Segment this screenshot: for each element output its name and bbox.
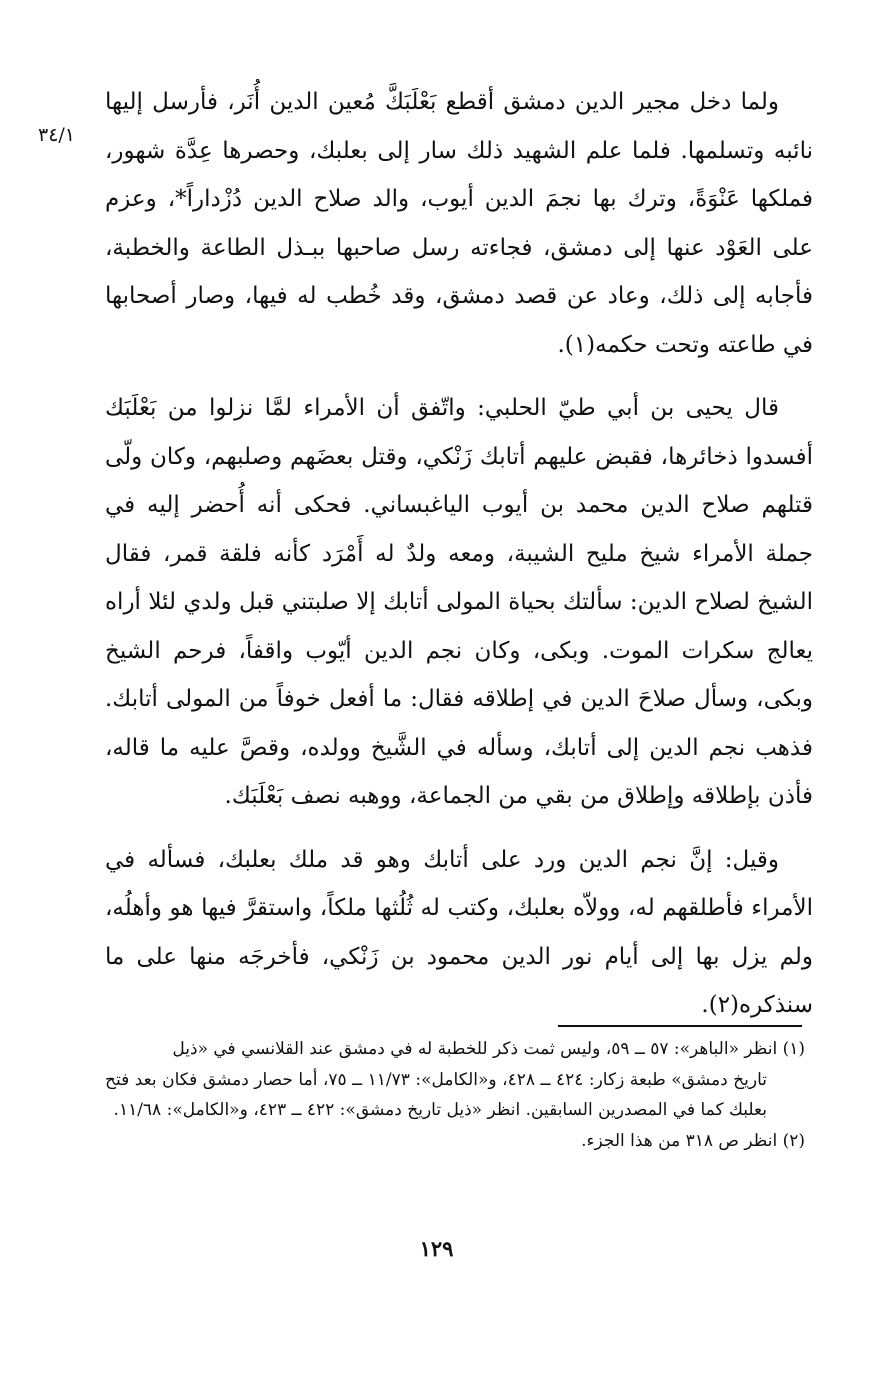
margin-reference: ٣٤/١ xyxy=(38,124,76,146)
footnote-1-continuation: تاريخ دمشق» طبعة زكار: ٤٢٤ ــ ٤٢٨، و«الكامل»: ١١/٧٣ ــ ٧٥، أما حصار دمشق فكان بعد فتح بعلبك كما في المصدرين السابقين. انظر «ذيل تاريخ دمشق»: ٤٢٢ ــ ٤٢٣، و«الكامل»: ١١/٦٨. xyxy=(105,1069,767,1120)
paragraph-1: ولما دخل مجير الدين دمشق أقطع بَعْلَبَكَّ مُعين الدين أُنَر، فأرسل إليها نائبه وتسلمها. فلما علم الشهيد ذلك سار إلى بعلبك، وحصرها عِدَّة شهور، فملكها عَنْوَةً، وترك بها نجمَ الدين أيوب، والد صلاح الدين دُزْداراً*، وعزم على العَوْد عنها إلى دمشق، فجاءته رسل صاحبها ببـذل الطاعة والخطبة، فأجابه إلى ذلك، وعاد عن قصد دمشق، وقد خُطب له فيها، وصار أصحابها في طاعته وتحت حكمه(١). xyxy=(105,89,813,358)
footnote-separator xyxy=(558,1025,802,1027)
footnotes xyxy=(105,1034,805,1156)
page-number: ١٢٩ xyxy=(419,1236,454,1261)
footnote-2: (٢) انظر ص ٣١٨ من هذا الجزء. xyxy=(581,1130,805,1151)
footnote-1-first-line: (١) انظر «الباهر»: ٥٧ ــ ٥٩، وليس ثمت ذكر للخطبة له في دمشق عند القلانسي في «ذيل xyxy=(172,1039,805,1059)
paragraph-2: قال يحيى بن أبي طيّ الحلبي: واتّفق أن الأمراء لمَّا نزلوا من بَعْلَبَك أفسدوا ذخائرها، فقبض عليهم أتابك زَنْكي، وقتل بعضَهم وصلبهم، وكان ولّى قتلهم صلاح الدين محمد بن أيوب الياغبساني. فحكى أنه أُحضر إليه في جملة الأمراء شيخ مليح الشيبة، ومعه ولدٌ له أَمْرَد كأنه فلقة قمر، فقال الشيخ لصلاح الدين: سألتك بحياة المولى أتابك إلا صلبتني قبل ولدي لئلا أراه يعالج سكرات الموت. وبكى، وكان نجم الدين أيّوب واقفاً، فرحم الشيخ وبكى، وسأل صلاحَ الدين في إطلاقه فقال: ما أفعل خوفاً من المولى أتابك. فذهب نجم الدين إلى أتابك، وسأله في الشَّيخ وولده، وقصَّ عليه ما قاله، فأذن بإطلاقه وإطلاق من بقي من الجماعة، ووهبه نصف بَعْلَبَك. xyxy=(105,395,813,809)
paragraph-3: وقيل: إنَّ نجم الدين ورد على أتابك وهو قد ملك بعلبك، فسأله في الأمراء فأطلقهم له، وولاّه بعلبك، وكتب له ثُلُثها ملكاً، واستقرَّ فيها هو وأهلُه، ولم يزل بها إلى أيام نور الدين محمود بن زَنْكي، فأخرجَه منها على ما سنذكره(٢). xyxy=(105,846,813,1018)
main-text xyxy=(105,78,813,1030)
